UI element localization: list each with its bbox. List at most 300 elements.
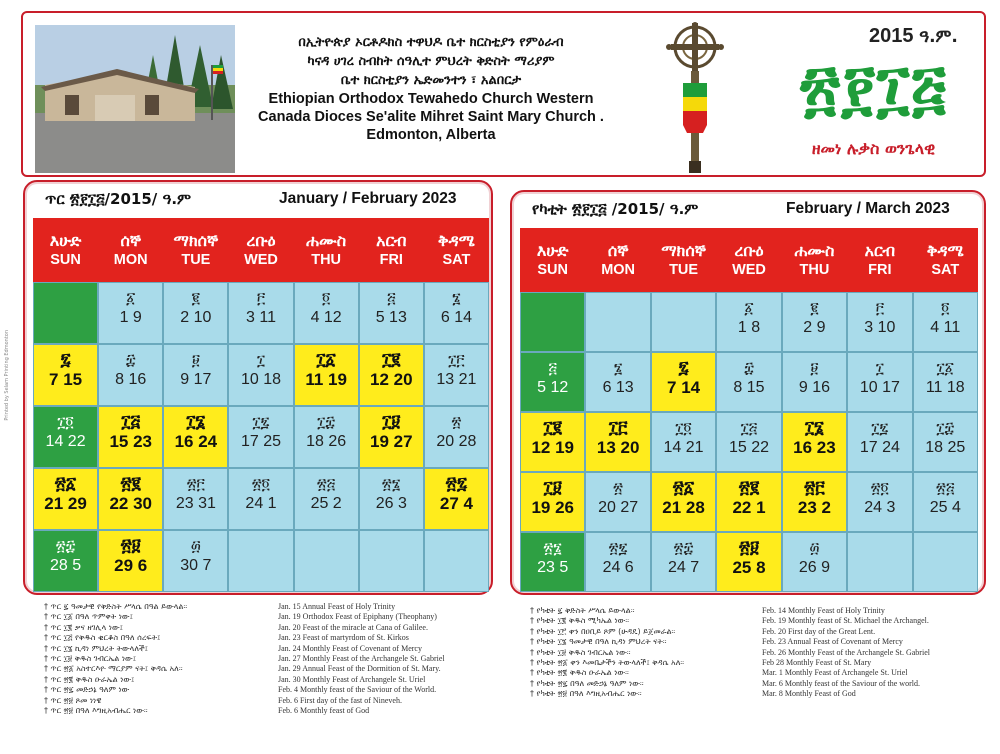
day-cell (782, 412, 847, 472)
ethiopian-date: ፲፭ (121, 412, 141, 432)
ethiopian-date: ፰ (125, 351, 136, 369)
day-cell (651, 532, 716, 592)
ethiopian-year-big: ፳፻፲፭ (799, 51, 948, 124)
day-cell (33, 344, 98, 406)
day-cell (424, 344, 489, 406)
ethiopian-date: ፩ (126, 289, 136, 307)
weekday-header-thu (294, 218, 359, 282)
gregorian-date: 16 24 (174, 432, 218, 451)
day-cell (424, 282, 489, 344)
month-grid (520, 228, 978, 592)
weekday-header-fri (847, 228, 912, 292)
feast-note-am: † የካቲት ፲፪ ቅዱስ ሚካኤል ነው። (530, 616, 630, 626)
gregorian-date: 10 17 (859, 379, 900, 396)
ethiopian-date: ፳፪ (120, 474, 141, 494)
ethiopian-date: ፪ (191, 289, 200, 307)
ethiopian-date: ፳፰ (55, 537, 76, 555)
day-cell (716, 532, 781, 592)
weekday-header-mon (98, 218, 163, 282)
weekday-am: ሐሙስ (794, 241, 835, 260)
feast-note-en: Feb. 23 Annual Feast of Covenant of Mercy (762, 637, 903, 647)
processional-cross-icon (663, 21, 727, 176)
feast-notes-en-2 (762, 606, 930, 700)
feast-note-en: Feb. 20 First day of the Great Lent. (762, 626, 876, 636)
day-cell (585, 412, 650, 472)
day-cell (33, 406, 98, 468)
ethiopian-date: ፲ (875, 359, 884, 377)
ethiopian-date: ፮ (452, 289, 461, 307)
evangelist-era: ዘመነ ሉቃስ ወንጌላዊ (811, 139, 936, 158)
gregorian-date: 25 2 (310, 495, 342, 512)
weekday-am: ረቡዕ (246, 231, 276, 250)
day-cell (294, 344, 359, 406)
gregorian-date: 9 16 (798, 379, 830, 396)
gregorian-date: 18 25 (925, 439, 966, 456)
ethiopian-date: ፳ (451, 413, 462, 431)
gregorian-date: 7 15 (49, 370, 83, 389)
ethiopian-date: ፲፫ (608, 418, 628, 438)
feast-note-am: † ጥር ፳፱ በዓለ እግዚአብሔር ነው። (44, 706, 148, 716)
weekday-en: THU (311, 252, 342, 268)
day-cell (424, 530, 489, 592)
day-cell (228, 344, 293, 406)
day-cell (359, 344, 424, 406)
day-cell (294, 282, 359, 344)
ethiopian-date: ፳፭ (316, 475, 336, 493)
gregorian-date: 11 19 (305, 370, 347, 389)
day-cell (163, 282, 228, 344)
gregorian-date: 27 4 (439, 494, 473, 513)
feast-note-en: Feb. 6 First day of the fast of Nineveh. (278, 695, 402, 705)
ethiopian-date (652, 293, 715, 299)
gregorian-date: 9 17 (180, 371, 212, 388)
weekday-en: TUE (669, 262, 699, 278)
feast-notes-am-2 (530, 606, 684, 700)
church-name-en-3: Edmonton, Alberta (366, 127, 496, 143)
day-cell (228, 282, 293, 344)
gregorian-date: 21 29 (44, 494, 87, 513)
gregorian-date: 22 1 (732, 498, 766, 517)
day-cell (33, 468, 98, 530)
ethiopian-date: ፳፱ (120, 536, 141, 556)
church-name-block (241, 33, 621, 144)
day-cell (847, 292, 912, 352)
day-cell (847, 532, 912, 592)
gregorian-date: 23 2 (797, 498, 831, 517)
weekday-am: ማክሰኞ (173, 231, 219, 250)
feast-note-en: Feb. 14 Monthly Feast of Holy Trinity (762, 606, 885, 615)
month-title-en: January / February 2023 (279, 190, 457, 207)
weekday-header-wed (716, 228, 781, 292)
feast-note-en: Jan. 29 Annual Feast of the Dormition of St. Mary. (278, 664, 441, 674)
weekday-en: FRI (379, 252, 403, 268)
ethiopian-date (295, 531, 358, 537)
feast-note-en: Feb. 19 Monthly feast of St. Michael the Archangel. (762, 616, 929, 626)
ethiopian-date: ፳ (613, 479, 623, 497)
weekday-am: ሐሙስ (306, 231, 347, 250)
weekday-en: WED (244, 252, 278, 268)
day-cell (359, 282, 424, 344)
weekday-en: SAT (931, 262, 960, 278)
gregorian-date: 25 8 (732, 558, 766, 577)
ethiopian-date: ፳፰ (673, 539, 694, 557)
day-cell (716, 472, 781, 532)
weekday-en: SUN (50, 252, 81, 268)
gregorian-date: 26 9 (798, 559, 830, 576)
day-cell (163, 468, 228, 530)
ethiopian-date (848, 533, 911, 539)
ethiopian-date: ፳፮ (382, 475, 401, 493)
gregorian-date: 29 6 (114, 556, 148, 575)
day-cell (847, 352, 912, 412)
feast-note-en: Jan. 15 Annual Feast of Holy Trinity (278, 602, 396, 611)
church-name-am-2: ካናዳ ሀገረ ስብከት ሰዓሊተ ምህረት ቅድስት ማሪያም (307, 54, 555, 69)
day-cell (424, 468, 489, 530)
ethiopian-date: ፳፮ (543, 539, 562, 557)
ethiopian-date: ፲፩ (316, 350, 336, 370)
day-cell (913, 412, 978, 472)
year-label (869, 25, 958, 48)
weekday-header-tue (163, 218, 228, 282)
day-cell (651, 352, 716, 412)
ethiopian-date: ፫ (256, 289, 266, 307)
day-cell (520, 292, 585, 352)
gregorian-date: 18 26 (306, 433, 347, 450)
feast-note-am: † ጥር ፳፩ አስተርእዮ ማርያም ናት፤ ቅዳሴ አለ። (44, 664, 183, 674)
day-cell (359, 530, 424, 592)
gregorian-date: 14 21 (663, 439, 704, 456)
ethiopian-date: ፳፯ (445, 474, 468, 494)
feast-note-am: † ጥር ፳፯ መድኃኔ ዓለም ነው (44, 685, 130, 695)
day-cell (585, 352, 650, 412)
feast-note-am: † ጥር ፲፭ የቅዱስ ቂርቆስ በዓለ ሰረፍት፤ (44, 633, 161, 643)
day-cell (294, 468, 359, 530)
weekday-am: ሰኞ (607, 241, 629, 260)
ethiopian-date: ፬ (321, 289, 331, 307)
weekday-header-sat (913, 228, 978, 292)
month-panel-tir (23, 180, 493, 595)
day-cell (913, 532, 978, 592)
gregorian-date: 5 12 (537, 379, 569, 396)
ethiopian-date: ፲፫ (448, 351, 465, 369)
weekday-header-fri (359, 218, 424, 282)
gregorian-date: 25 4 (929, 499, 961, 516)
weekday-header-thu (782, 228, 847, 292)
feast-note-am: † ጥር ፯ ዓመታዊ የቅድስት ሥላሴ በዓል ይውላል። (44, 602, 188, 611)
ethiopian-date (521, 293, 584, 299)
ethiopian-date: ፮ (613, 359, 623, 377)
day-cell (520, 352, 585, 412)
day-cell (651, 412, 716, 472)
ethiopian-date: ፳፪ (738, 478, 760, 498)
day-cell (520, 532, 585, 592)
day-cell (163, 406, 228, 468)
day-cell (33, 282, 98, 344)
feast-note-am: † የካቲት ፳፯ በዓለ መድኃኔ ዓለም ነው። (530, 678, 644, 688)
gregorian-date: 10 18 (240, 371, 282, 388)
day-cell (520, 412, 585, 472)
weekday-header-wed (228, 218, 293, 282)
feast-note-am: † የካቲት ፳፩ ቀን እመቤታችን ትውላለች፤ ቅዳሴ አለ። (530, 658, 685, 668)
ethiopian-date: ፲፮ (186, 412, 206, 432)
feast-note-am: † ጥር ፳፱ ጾመ ነነዌ (44, 695, 102, 705)
gregorian-date: 5 13 (375, 309, 407, 326)
feast-notes-am-1 (44, 602, 187, 716)
weekday-header-sun (520, 228, 585, 292)
gregorian-date: 11 18 (925, 379, 965, 396)
feast-note-en: Jan. 27 Monthly Feast of the Archangele St. Gabriel (278, 654, 445, 664)
gregorian-date: 1 8 (737, 319, 761, 336)
ethiopian-date: ፬ (941, 299, 950, 317)
gregorian-date: 17 25 (240, 433, 282, 450)
ethiopian-date: ፲ (257, 351, 265, 369)
ethiopian-date: ፳፬ (251, 475, 270, 493)
feast-note-am: † ጥር ፲፩ በዓለ ጥምቀት ነው፤ (44, 612, 133, 622)
feast-note-en: Feb. 6 Monthly feast of God (278, 706, 370, 716)
church-photo (35, 25, 235, 173)
feast-note-en: Jan. 20 Feast of the miracle at Cana of Galilee. (278, 622, 428, 632)
day-cell (585, 472, 650, 532)
weekday-am: አርብ (376, 231, 407, 250)
feast-note-am: † ጥር ፲፪ ቃና ዘገሊላ ነው፤ (44, 622, 123, 632)
ethiopian-date: ፲፬ (675, 419, 692, 437)
month-grid (33, 218, 489, 592)
day-cell (716, 412, 781, 472)
ethiopian-date: ፲፭ (740, 419, 758, 437)
gregorian-date: 7 14 (667, 378, 701, 397)
ethiopian-date: ፲፰ (936, 419, 955, 437)
day-cell (585, 292, 650, 352)
feast-note-am: † ጥር ፲፮ ኪዳነ ምህረት ትውላለች፤ (44, 643, 148, 653)
day-cell (913, 472, 978, 532)
ethiopian-date: ፫ (875, 299, 884, 317)
day-cell (913, 292, 978, 352)
gregorian-date: 14 22 (45, 433, 86, 450)
feast-note-en: Feb. 26 Monthly Feast of the Archangele St. Gabriel (762, 647, 930, 657)
gregorian-date: 8 15 (733, 379, 765, 396)
feast-note-en: Feb 28 Monthly Feast of St. Mary (762, 658, 872, 668)
ethiopian-date: ፳፱ (738, 538, 759, 558)
gregorian-date: 23 5 (537, 559, 569, 576)
ethiopian-date: ፳፭ (936, 479, 955, 497)
gregorian-date: 6 13 (602, 379, 634, 396)
day-cell (520, 472, 585, 532)
ethiopian-date: ፲፱ (382, 412, 401, 432)
ethiopian-date: ፲፱ (543, 478, 562, 498)
ethiopian-date: ፲፯ (252, 413, 270, 431)
ethiopian-date (360, 531, 423, 537)
weekday-am: አርብ (864, 241, 896, 260)
weekday-am: እሁድ (49, 231, 82, 250)
day-cell (163, 530, 228, 592)
gregorian-date: 12 20 (370, 370, 413, 389)
gregorian-date: 4 11 (930, 319, 961, 336)
feast-note-am: † የካቲት ፳፪ ቅዱስ ዑራኤል ነው። (530, 668, 629, 678)
feast-note-en: Jan. 24 Monthly Feast of Covenant of Mercy (278, 643, 422, 653)
gregorian-date: 28 5 (50, 557, 82, 574)
day-cell (424, 406, 489, 468)
ethiopian-date: ፩ (744, 299, 754, 317)
gregorian-date: 24 7 (667, 559, 700, 576)
weekday-header-tue (651, 228, 716, 292)
gregorian-date: 16 23 (793, 438, 836, 457)
gregorian-date: 17 24 (859, 439, 900, 456)
weekday-header-sun (33, 218, 98, 282)
feast-note-am: † የካቲት ፲፱ ቅዱስ ገብርኤል ነው። (530, 647, 631, 657)
gregorian-date: 20 27 (598, 499, 639, 516)
day-cell (782, 532, 847, 592)
feast-note-am: † ጥር ፲፱ ቅዱስ ገብርኤል ነው፤ (44, 654, 137, 664)
weekday-am: ቅዳሜ (437, 231, 475, 250)
printer-credit: Printed by Selam Printing Edmonton (4, 330, 10, 421)
gregorian-date: 20 28 (436, 433, 477, 450)
ethiopian-date: ፲፩ (936, 359, 954, 377)
ethiopian-date: ፰ (744, 359, 754, 377)
gregorian-date: 2 9 (803, 319, 826, 336)
gregorian-date: 24 6 (602, 559, 634, 576)
feast-note-am: † ጥር ፳፪ ቅዱስ ዑራኤል ነው፤ (44, 674, 135, 684)
year-number: 2015 (869, 25, 914, 47)
gregorian-date: 15 23 (109, 432, 152, 451)
day-cell (651, 292, 716, 352)
calendar-header (21, 11, 986, 177)
weekday-am: ሰኞ (120, 231, 141, 250)
day-cell (98, 406, 163, 468)
month-panel-yekatit (510, 190, 986, 595)
feast-notes-en-1 (278, 602, 445, 716)
ethiopian-date: ፲፰ (317, 413, 336, 431)
weekday-en: MON (601, 262, 636, 278)
ethiopian-date (425, 531, 488, 537)
weekday-en: MON (113, 252, 148, 268)
month-title-am: ጥር ፳፻፲፭/2015/ ዓ.ም (45, 190, 192, 208)
month-title-en: February / March 2023 (786, 200, 950, 217)
gregorian-date: 4 12 (310, 309, 342, 326)
day-cell (294, 406, 359, 468)
ethiopian-date: ፴ (809, 539, 820, 557)
church-name-en-2: Canada Dioces Se'alite Mihret Saint Mary Church . (258, 109, 604, 125)
feast-note-am: † የካቲት ፲፫ ቀን በዐቢይ ጾም (ሁዳዴ) ይጀመራል። (530, 626, 676, 636)
weekday-am: ቅዳሜ (926, 241, 964, 260)
ethiopian-date: ፴ (190, 537, 201, 555)
day-cell (359, 406, 424, 468)
month-title-am: የካቲት ፳፻፲፭ /2015/ ዓ.ም (532, 200, 699, 218)
day-cell (359, 468, 424, 530)
ethiopian-date: ፲፯ (871, 419, 889, 437)
feast-note-en: Jan. 23 Feast of martyrdom of St. Kirkos (278, 633, 409, 643)
day-cell (782, 352, 847, 412)
weekday-en: TUE (181, 252, 211, 268)
gregorian-date: 2 10 (180, 309, 212, 326)
ethiopian-date: ፳፫ (186, 475, 205, 493)
gregorian-date: 13 20 (596, 438, 640, 457)
ethiopian-date: ፲፮ (804, 418, 824, 438)
day-cell (228, 530, 293, 592)
weekday-en: THU (799, 262, 830, 278)
feast-note-en: Mar. 8 Monthly Feast of God (762, 689, 856, 699)
gregorian-date: 19 26 (531, 498, 574, 517)
church-name-am-3: ቤተ ክርስቲያን ኤድመንተን ፣ አልበርታ (340, 73, 522, 88)
ethiopian-date: ፭ (386, 289, 396, 307)
gregorian-date: 1 9 (119, 309, 142, 326)
day-cell (716, 352, 781, 412)
gregorian-date: 24 1 (245, 495, 277, 512)
day-cell (847, 472, 912, 532)
feast-note-am: † የካቲት ፳፱ በዓለ እግዚአብሔር ነው። (530, 689, 642, 699)
day-cell (782, 472, 847, 532)
ethiopian-date: ፲፬ (57, 413, 74, 431)
gregorian-date: 8 16 (115, 371, 147, 388)
church-name-en-1: Ethiopian Orthodox Tewahedo Church Western (268, 91, 594, 107)
ethiopian-date: ፲፪ (543, 418, 562, 438)
weekday-header-mon (585, 228, 650, 292)
year-era-suffix: ዓ.ም. (919, 27, 958, 47)
feast-note-am: † የካቲት ፯ ቅድስት ሥላሴ ይውላል። (530, 606, 635, 615)
weekday-en: SAT (442, 252, 471, 268)
ethiopian-date: ፳፬ (870, 479, 889, 497)
gregorian-date: 26 3 (375, 495, 407, 512)
day-cell (98, 282, 163, 344)
ethiopian-date (229, 531, 292, 537)
weekday-am: እሁድ (536, 241, 569, 260)
ethiopian-date: ፲፪ (382, 350, 401, 370)
ethiopian-date: ፯ (60, 350, 71, 370)
ethiopian-date (586, 293, 649, 299)
gregorian-date: 12 19 (531, 438, 574, 457)
gregorian-date: 13 21 (436, 371, 477, 388)
day-cell (33, 530, 98, 592)
day-cell (651, 472, 716, 532)
day-cell (163, 344, 228, 406)
feast-note-en: Jan. 30 Monthly Feast of Archangele St. Uriel (278, 674, 426, 684)
day-cell (782, 292, 847, 352)
weekday-header-sat (424, 218, 489, 282)
ethiopian-date: ፱ (191, 351, 200, 369)
ethiopian-date: ፭ (548, 359, 558, 377)
feast-note-en: Jan. 19 Orthodox Feast of Epiphany (Theophany) (278, 612, 437, 622)
gregorian-date: 6 14 (440, 309, 472, 326)
gregorian-date: 21 28 (662, 498, 705, 517)
day-cell (228, 468, 293, 530)
day-cell (98, 468, 163, 530)
weekday-en: FRI (868, 262, 892, 278)
gregorian-date: 22 30 (109, 494, 152, 513)
day-cell (98, 530, 163, 592)
feast-note-en: Mar. 1 Monthly Feast of Archangele St. Uriel (762, 668, 908, 678)
day-cell (98, 344, 163, 406)
day-cell (913, 352, 978, 412)
day-cell (847, 412, 912, 472)
weekday-en: SUN (537, 262, 569, 278)
gregorian-date: 3 10 (864, 319, 896, 336)
feast-note-en: Feb. 4 Monthly feast of the Saviour of the World. (278, 685, 437, 695)
weekday-en: WED (732, 262, 766, 278)
gregorian-date: 24 3 (864, 499, 896, 516)
ethiopian-date: ፳፩ (54, 474, 77, 494)
day-cell (585, 532, 650, 592)
ethiopian-date: ፱ (810, 359, 819, 377)
ethiopian-date: ፯ (678, 358, 689, 378)
day-cell (294, 530, 359, 592)
gregorian-date: 3 11 (246, 309, 276, 326)
feast-note-en: Mar. 6 Monthly feast of the Saviour of the world. (762, 678, 920, 688)
ethiopian-date (34, 283, 97, 289)
ethiopian-date (914, 533, 977, 539)
day-cell (716, 292, 781, 352)
day-cell (228, 406, 293, 468)
gregorian-date: 19 27 (370, 432, 413, 451)
gregorian-date: 30 7 (180, 557, 212, 574)
